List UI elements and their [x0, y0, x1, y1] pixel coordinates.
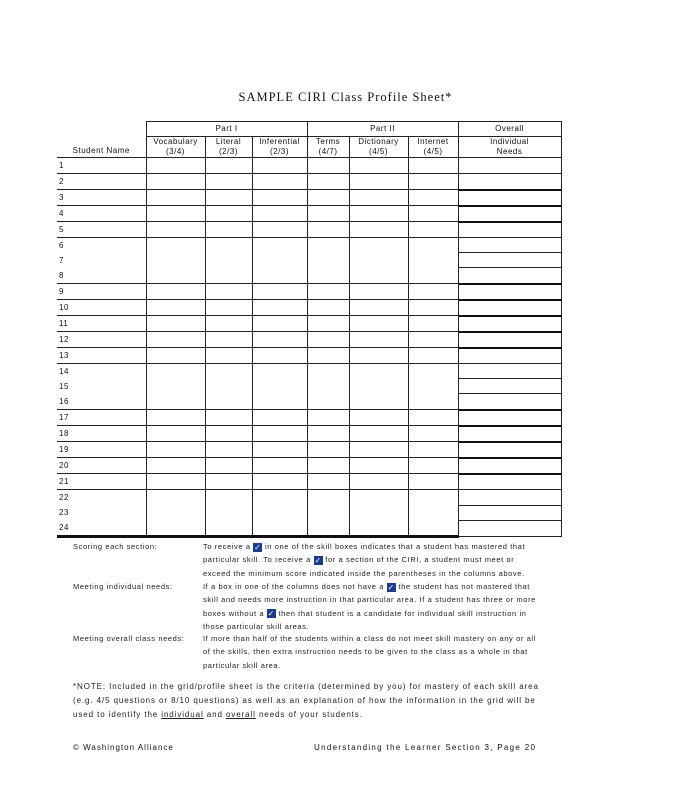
skill-cell[interactable] — [252, 158, 307, 174]
note-text: If more than half of the students within a class do not meet skill mastery on any or all of the skills, then extra instruction needs to be given to the class as a whole in that particular skill area. — [203, 634, 536, 670]
skill-cell[interactable] — [349, 332, 408, 348]
skill-cell[interactable] — [408, 410, 458, 426]
row-number: 8 — [59, 271, 64, 280]
skill-cell[interactable] — [252, 332, 307, 348]
note-label: Meeting overall class needs: — [73, 634, 185, 643]
skill-cell[interactable] — [146, 158, 205, 174]
skill-cell[interactable] — [205, 442, 252, 458]
column-header: Inferential (2/3) — [252, 137, 307, 158]
skill-cell[interactable] — [252, 222, 307, 238]
column-header: Literal (2/3) — [205, 137, 252, 158]
column-header: Internet (4/5) — [408, 137, 458, 158]
skill-cell[interactable] — [146, 490, 205, 537]
row-number-cell — [57, 206, 146, 222]
skill-cell[interactable] — [408, 300, 458, 316]
overall-needs-cell[interactable] — [458, 521, 561, 537]
skill-cell[interactable] — [408, 174, 458, 190]
table-row — [57, 238, 561, 253]
skill-cell[interactable] — [205, 426, 252, 442]
skill-cell[interactable] — [205, 300, 252, 316]
part1-header: Part I — [146, 122, 307, 137]
row-number-cell — [57, 458, 146, 474]
skill-cell[interactable] — [205, 206, 252, 222]
skill-cell[interactable] — [252, 490, 307, 537]
row-number-cell — [57, 158, 146, 174]
skill-cell[interactable] — [205, 348, 252, 364]
skill-cell[interactable] — [146, 442, 205, 458]
skill-cell[interactable] — [146, 332, 205, 348]
skill-cell[interactable] — [205, 174, 252, 190]
skill-cell[interactable] — [307, 284, 349, 300]
skill-cell[interactable] — [146, 190, 205, 206]
skill-cell[interactable] — [252, 284, 307, 300]
row-number: 9 — [59, 287, 64, 296]
skill-cell[interactable] — [408, 158, 458, 174]
footnote: *NOTE: Included in the grid/profile sheet is the criteria (determined by you) for mastery of each skill area (e.g. 4/5 questions or 8/10 questions) as well as an explanation of how the information in the grid will be used to identify the individual and overall needs of your students. — [73, 682, 539, 719]
overall-sub-header: Individual Needs — [458, 137, 561, 158]
skill-cell[interactable] — [205, 364, 252, 410]
overall-needs-cell[interactable] — [458, 238, 561, 253]
skill-cell[interactable] — [205, 458, 252, 474]
skill-cell[interactable] — [408, 332, 458, 348]
skill-cell[interactable] — [252, 190, 307, 206]
skill-cell[interactable] — [146, 316, 205, 332]
overall-header: Overall — [458, 122, 561, 137]
skill-cell[interactable] — [349, 348, 408, 364]
checkmark-icon: ✓ — [267, 609, 275, 619]
table-row — [57, 300, 561, 316]
overall-needs-cell[interactable] — [458, 458, 561, 474]
row-number: 4 — [59, 209, 64, 218]
overall-needs-cell[interactable] — [458, 505, 561, 521]
row-number: 20 — [59, 461, 69, 470]
skill-cell[interactable] — [307, 474, 349, 490]
skill-cell[interactable] — [349, 364, 408, 410]
table-row — [57, 190, 561, 206]
skill-cell[interactable] — [307, 316, 349, 332]
skill-cell[interactable] — [252, 238, 307, 284]
column-header: Dictionary (4/5) — [349, 137, 408, 158]
table-row — [57, 284, 561, 300]
skill-cell[interactable] — [349, 158, 408, 174]
skill-cell[interactable] — [252, 364, 307, 410]
row-number-cell — [57, 222, 146, 238]
skill-cell[interactable] — [146, 222, 205, 238]
skill-cell[interactable] — [146, 474, 205, 490]
checkmark-icon: ✓ — [314, 555, 322, 565]
skill-cell[interactable] — [408, 190, 458, 206]
skill-cell[interactable] — [349, 174, 408, 190]
table-row — [57, 474, 561, 490]
row-number-cell — [57, 490, 146, 537]
skill-cell[interactable] — [408, 316, 458, 332]
skill-cell[interactable] — [307, 332, 349, 348]
table-row — [57, 458, 561, 474]
note-label: Meeting individual needs: — [73, 582, 173, 591]
table-row — [57, 348, 561, 364]
skill-cell[interactable] — [146, 410, 205, 426]
overall-needs-cell[interactable] — [458, 268, 561, 284]
skill-cell[interactable] — [205, 474, 252, 490]
skill-cell[interactable] — [408, 426, 458, 442]
skill-cell[interactable] — [349, 316, 408, 332]
skill-cell[interactable] — [252, 426, 307, 442]
overall-needs-cell[interactable] — [458, 253, 561, 268]
note-label: Scoring each section: — [73, 542, 158, 551]
row-number-cell — [57, 474, 146, 490]
skill-cell[interactable] — [307, 206, 349, 222]
row-number: 7 — [59, 256, 64, 265]
skill-cell[interactable] — [349, 490, 408, 537]
skill-cell[interactable] — [408, 348, 458, 364]
skill-cell[interactable] — [408, 458, 458, 474]
row-number: 3 — [59, 193, 64, 202]
row-number: 16 — [59, 397, 69, 406]
skill-cell[interactable] — [146, 174, 205, 190]
skill-cell[interactable] — [349, 410, 408, 426]
row-number-cell — [57, 410, 146, 426]
overall-needs-cell[interactable] — [458, 364, 561, 379]
row-number: 11 — [59, 319, 69, 328]
overall-needs-cell[interactable] — [458, 284, 561, 300]
table-body — [57, 158, 561, 537]
row-number-cell — [57, 300, 146, 316]
table-row — [57, 490, 561, 506]
row-number: 13 — [59, 351, 69, 360]
overall-needs-cell[interactable] — [458, 490, 561, 506]
row-number: 18 — [59, 429, 69, 438]
skill-cell[interactable] — [146, 300, 205, 316]
overall-needs-cell[interactable] — [458, 348, 561, 364]
skill-cell[interactable] — [307, 490, 349, 537]
page-title: SAMPLE CIRI Class Profile Sheet* — [238, 90, 453, 104]
skill-cell[interactable] — [408, 364, 458, 410]
skill-cell[interactable] — [252, 316, 307, 332]
overall-needs-cell[interactable] — [458, 474, 561, 490]
row-number: 21 — [59, 477, 69, 486]
table-row — [57, 222, 561, 238]
skill-cell[interactable] — [408, 284, 458, 300]
table-row — [57, 158, 561, 174]
overall-needs-cell[interactable] — [458, 394, 561, 410]
skill-cell[interactable] — [408, 474, 458, 490]
row-number-cell — [57, 190, 146, 206]
skill-cell[interactable] — [307, 222, 349, 238]
skill-cell[interactable] — [146, 206, 205, 222]
skill-cell[interactable] — [307, 442, 349, 458]
skill-cell[interactable] — [146, 284, 205, 300]
skill-cell[interactable] — [252, 474, 307, 490]
note-text: If a box in one of the columns does not have a ✓ the student has not mastered that skill and needs more instruction in that particular area. If a student has three or more boxes without a ✓ then that student is a candidate for individual skill instruction in those particular skill areas. — [203, 582, 536, 631]
skill-cell[interactable] — [408, 490, 458, 537]
skill-cell[interactable] — [205, 332, 252, 348]
skill-cell[interactable] — [307, 410, 349, 426]
skill-cell[interactable] — [349, 222, 408, 238]
skill-cell[interactable] — [205, 284, 252, 300]
overall-needs-cell[interactable] — [458, 332, 561, 348]
row-number: 15 — [59, 382, 69, 391]
row-number: 1 — [59, 161, 64, 170]
overall-needs-cell[interactable] — [458, 206, 561, 222]
table-row — [57, 364, 561, 379]
row-number: 19 — [59, 445, 69, 454]
row-number-cell — [57, 442, 146, 458]
skill-cell[interactable] — [205, 410, 252, 426]
skill-cell[interactable] — [349, 458, 408, 474]
footer-page-info: Understanding the Learner Section 3, Page 20 — [314, 743, 537, 752]
skill-cell[interactable] — [252, 348, 307, 364]
row-number: 14 — [59, 367, 69, 376]
table-row — [57, 332, 561, 348]
skill-cell[interactable] — [307, 348, 349, 364]
checkmark-icon: ✓ — [254, 542, 262, 552]
column-header: Terms (4/7) — [307, 137, 349, 158]
skill-cell[interactable] — [252, 410, 307, 426]
table-row — [57, 316, 561, 332]
skill-cell[interactable] — [307, 300, 349, 316]
skill-cell[interactable] — [307, 238, 349, 284]
overall-needs-cell[interactable] — [458, 158, 561, 174]
row-number: 24 — [59, 523, 69, 532]
skill-cell[interactable] — [408, 238, 458, 284]
note-text: To receive a ✓ in one of the skill boxes indicates that a student has mastered that particular skill. To receive a ✓ for a section of the CIRI, a student must meet or exceed the minimum score indicated inside the parentheses in the columns above. — [203, 542, 526, 578]
skill-cell[interactable] — [146, 364, 205, 410]
overall-needs-cell[interactable] — [458, 174, 561, 190]
table-row — [57, 206, 561, 222]
row-number: 23 — [59, 508, 69, 517]
skill-cell[interactable] — [349, 238, 408, 284]
row-number: 5 — [59, 225, 64, 234]
skill-cell[interactable] — [252, 442, 307, 458]
skill-cell[interactable] — [205, 316, 252, 332]
skill-cell[interactable] — [146, 458, 205, 474]
skill-cell[interactable] — [252, 174, 307, 190]
table-row — [57, 410, 561, 426]
overall-needs-cell[interactable] — [458, 222, 561, 238]
skill-cell[interactable] — [146, 348, 205, 364]
skill-cell[interactable] — [349, 206, 408, 222]
table-row — [57, 442, 561, 458]
skill-cell[interactable] — [205, 158, 252, 174]
row-number: 12 — [59, 335, 69, 344]
skill-cell[interactable] — [307, 364, 349, 410]
skill-cell[interactable] — [408, 222, 458, 238]
overall-needs-cell[interactable] — [458, 190, 561, 206]
skill-cell[interactable] — [408, 442, 458, 458]
row-number: 6 — [59, 241, 64, 250]
part2-header: Part II — [307, 122, 458, 137]
row-number-cell — [57, 348, 146, 364]
skill-cell[interactable] — [205, 238, 252, 284]
overall-needs-cell[interactable] — [458, 426, 561, 442]
overall-needs-cell[interactable] — [458, 300, 561, 316]
row-number: 10 — [59, 303, 69, 312]
row-number: 17 — [59, 413, 69, 422]
row-number-cell — [57, 316, 146, 332]
skill-cell[interactable] — [307, 174, 349, 190]
skill-cell[interactable] — [252, 458, 307, 474]
skill-cell[interactable] — [349, 442, 408, 458]
table-row — [57, 426, 561, 442]
skill-cell[interactable] — [146, 426, 205, 442]
skill-cell[interactable] — [349, 300, 408, 316]
class-profile-table — [57, 121, 562, 538]
skill-cell[interactable] — [252, 206, 307, 222]
skill-cell[interactable] — [307, 426, 349, 442]
row-number: 22 — [59, 493, 69, 502]
skill-cell[interactable] — [349, 426, 408, 442]
row-number-cell — [57, 174, 146, 190]
skill-cell[interactable] — [408, 206, 458, 222]
row-number-cell — [57, 364, 146, 410]
overall-needs-cell[interactable] — [458, 442, 561, 458]
skill-cell[interactable] — [205, 222, 252, 238]
skill-cell[interactable] — [307, 158, 349, 174]
skill-cell[interactable] — [307, 458, 349, 474]
overall-needs-cell[interactable] — [458, 316, 561, 332]
row-number: 2 — [59, 177, 64, 186]
table-row — [57, 174, 561, 190]
skill-cell[interactable] — [349, 190, 408, 206]
student-name-header: Student Name — [57, 122, 146, 158]
overall-needs-cell[interactable] — [458, 410, 561, 426]
row-number-cell — [57, 332, 146, 348]
footer-copyright: © Washington Alliance — [73, 743, 174, 752]
skill-cell[interactable] — [252, 300, 307, 316]
overall-needs-cell[interactable] — [458, 379, 561, 394]
row-number-cell — [57, 284, 146, 300]
skill-cell[interactable] — [205, 190, 252, 206]
row-number-cell — [57, 426, 146, 442]
column-header: Vocabulary (3/4) — [146, 137, 205, 158]
skill-cell[interactable] — [205, 490, 252, 537]
skill-cell[interactable] — [146, 238, 205, 284]
checkmark-icon: ✓ — [387, 582, 395, 592]
skill-cell[interactable] — [349, 474, 408, 490]
skill-cell[interactable] — [349, 284, 408, 300]
skill-cell[interactable] — [307, 190, 349, 206]
row-number-cell — [57, 238, 146, 284]
